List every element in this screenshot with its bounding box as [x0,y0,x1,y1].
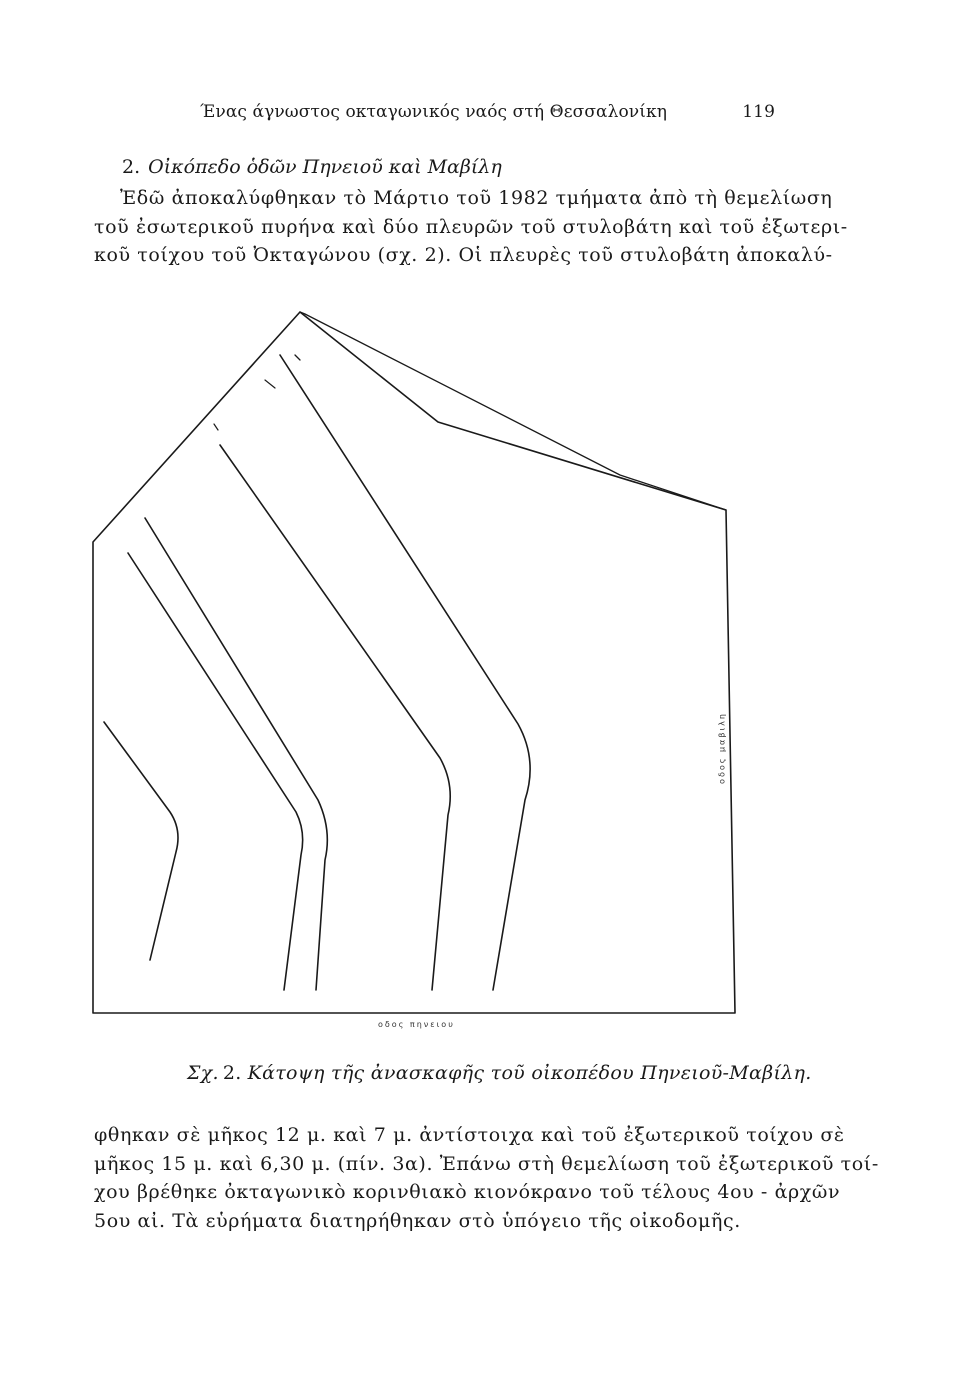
section-title: Οἰκόπεδο ὁδῶν Πηνειοῦ καὶ Μαβίλη [148,156,502,178]
figure-caption [187,1062,812,1084]
caption-text: Κάτοψη τῆς ἀνασκαφῆς τοῦ οἰκοπέδου Πηνειοῦ-Μαβίλη. [247,1062,812,1084]
paragraph-2 [94,1121,879,1235]
paragraph-line: μῆκος 15 μ. καὶ 6,30 μ. (πίν. 3α). Ἐπάνω στὴ θεμελίωση τοῦ ἐξωτερικοῦ τοί- [94,1152,879,1175]
wall-line [295,355,300,360]
wall-line [104,722,178,960]
street-label-right: οδος μαβιλη [717,712,727,784]
wall-line [145,518,327,990]
paragraph-line: χου βρέθηκε ὀκταγωνικὸ κορινθιακὸ κιονόκρανο τοῦ τέλους 4ου - ἀρχῶν [94,1181,841,1204]
running-title: Ένας άγνωστος οκταγωνικός ναός στή Θεσσαλονίκη [200,102,668,122]
section-number: 2. [122,156,141,178]
paragraph-line: κοῦ τοίχου τοῦ Ὀκταγώνου (σχ. 2). Οἱ πλευρὲς τοῦ στυλοβάτη ἀποκαλύ- [94,244,833,267]
caption-number: 2. [222,1062,242,1084]
wall-line [214,424,218,430]
paragraph-line: φθηκαν σὲ μῆκος 12 μ. καὶ 7 μ. ἀντίστοιχα καὶ τοῦ ἐξωτερικοῦ τοίχου σὲ [94,1124,845,1146]
plot-boundary [93,312,735,1013]
wall-line [220,445,450,990]
caption-prefix: Σχ. [187,1062,219,1084]
street-label-bottom: οδος πηνειου [378,1020,455,1029]
wall-line [128,553,303,990]
wall-line [265,380,275,388]
paragraph-line: τοῦ ἐσωτερικοῦ πυρήνα καὶ δύο πλευρῶν τοῦ στυλοβάτη καὶ τοῦ ἐξωτερι- [94,215,848,238]
paragraph-line: 5ου αἰ. Τὰ εὑρήματα διατηρήθηκαν στὸ ὑπόγειο τῆς οἰκοδομῆς. [94,1209,741,1232]
page-number: 119 [742,102,775,122]
wall-line [280,355,530,990]
paragraph-line: Ἐδῶ ἀποκαλύφθηκαν τὸ Μάρτιο τοῦ 1982 τμήματα ἀπὸ τὴ θεμελίωση [120,187,833,209]
wall-line [300,312,726,510]
